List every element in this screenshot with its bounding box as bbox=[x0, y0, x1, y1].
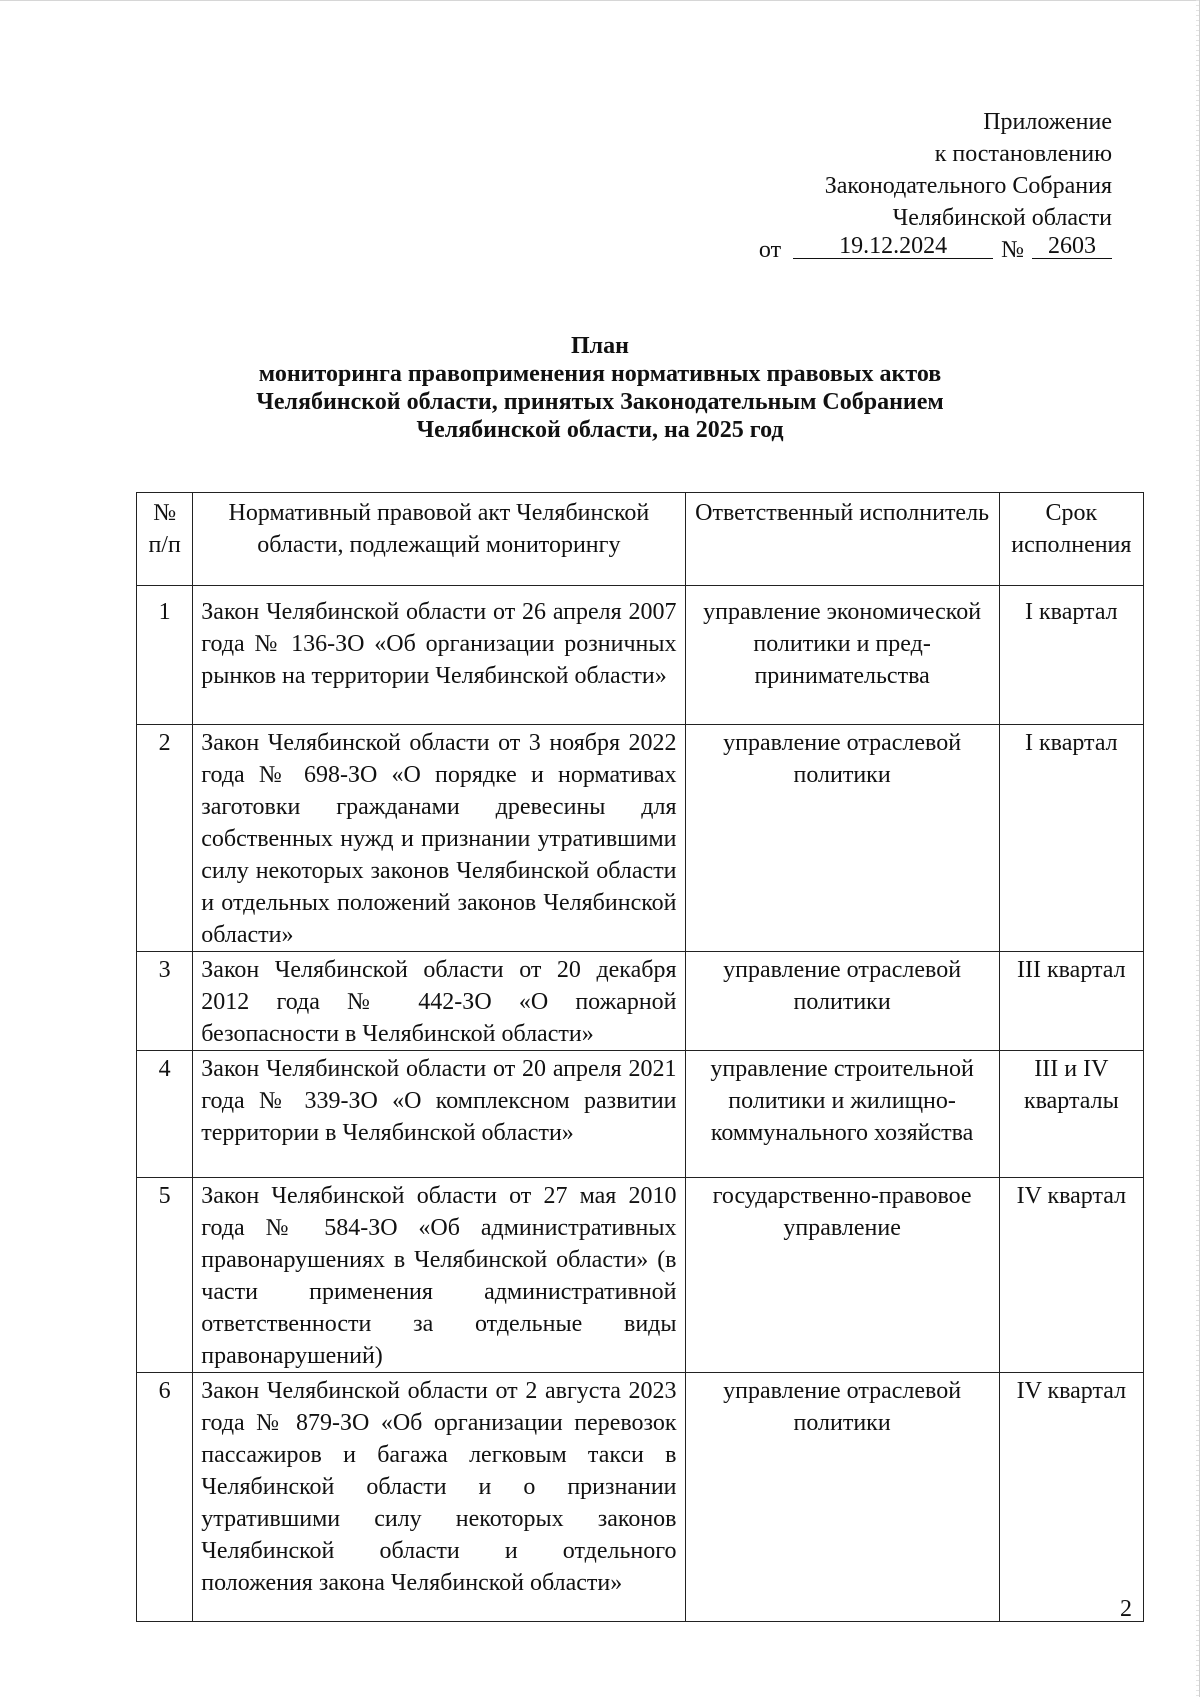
row-responsible: управление отраслевой политики bbox=[685, 952, 999, 1051]
attachment-line: Приложение bbox=[983, 109, 1112, 135]
row-term: IV квартал bbox=[999, 1373, 1143, 1622]
row-responsible: управление отраслевой политики bbox=[685, 725, 999, 952]
row-responsible: управление отраслевой политики bbox=[685, 1373, 999, 1622]
row-act: Закон Челябинской области от 20 апреля 2021 года № 339-ЗО «О комплексном развитии территории в Челябинской области» bbox=[193, 1051, 685, 1178]
row-act: Закон Челябинской области от 26 апреля 2007 года № 136-ЗО «Об организации розничных рынков на территории Челябинской области» bbox=[193, 586, 685, 725]
row-act: Закон Челябинской области от 2 августа 2023 года № 879-ЗО «Об организации перевозок пассажиров и багажа легковым такси в Челябинской области и о признании утратившими силу некоторых законов Челябинской области и отдельного положения закона Челябинской области» bbox=[193, 1373, 685, 1622]
table-row bbox=[137, 586, 1144, 725]
row-num: 2 bbox=[137, 725, 193, 952]
row-num: 5 bbox=[137, 1178, 193, 1373]
row-act: Закон Челябинской области от 20 декабря 2012 года № 442-ЗО «О пожарной безопасности в Челябинской области» bbox=[193, 952, 685, 1051]
attachment-line: Челябинской области bbox=[892, 205, 1112, 231]
title-line: Челябинской области, принятых Законодательным Собранием bbox=[256, 389, 944, 415]
row-num: 6 bbox=[137, 1373, 193, 1622]
header-responsible: Ответственный исполнитель bbox=[685, 493, 999, 586]
date-prefix: от bbox=[758, 237, 782, 263]
header-act: Нормативный правовой акт Челябинской области, подлежащий мониторингу bbox=[193, 493, 685, 586]
table-row bbox=[137, 952, 1144, 1051]
row-responsible: государственно-правовое управление bbox=[685, 1178, 999, 1373]
row-act: Закон Челябинской области от 3 ноября 2022 года № 698-ЗО «О порядке и нормативах заготовки гражданами древесины для собственных нужд и признании утратившими силу некоторых законов Челябинской области и отдельных положений законов Челябинской области» bbox=[193, 725, 685, 952]
number-prefix: № bbox=[1001, 237, 1024, 263]
row-num: 1 bbox=[137, 586, 193, 725]
table-row bbox=[137, 1373, 1144, 1622]
row-term: IV квартал bbox=[999, 1178, 1143, 1373]
row-num: 4 bbox=[137, 1051, 193, 1178]
attachment-date-line bbox=[759, 234, 1112, 266]
attachment-line: Законодательного Собрания bbox=[824, 173, 1112, 199]
page-number: 2 bbox=[1120, 1596, 1132, 1622]
row-act: Закон Челябинской области от 27 мая 2010 года № 584-ЗО «Об административных правонарушениях в Челябинской области» (в части применения административной ответственности за отдельные виды правонарушений) bbox=[193, 1178, 685, 1373]
resolution-date: 19.12.2024 bbox=[793, 234, 993, 259]
monitoring-plan-table bbox=[136, 492, 1144, 1622]
title-line: мониторинга правоприменения нормативных правовых актов bbox=[258, 361, 942, 387]
scan-edge-right bbox=[1196, 0, 1200, 1697]
table-row bbox=[137, 1178, 1144, 1373]
table-row bbox=[137, 1051, 1144, 1178]
row-term: III и IV кварталы bbox=[999, 1051, 1143, 1178]
attachment-block bbox=[759, 106, 1112, 266]
row-responsible: управление экономической политики и предпринимательства bbox=[685, 586, 999, 725]
attachment-line: к постановлению bbox=[934, 141, 1112, 167]
row-num: 3 bbox=[137, 952, 193, 1051]
row-responsible: управление строительной политики и жилищно-коммунального хозяйства bbox=[685, 1051, 999, 1178]
table-header-row bbox=[137, 493, 1144, 586]
title-line: Челябинской области, на 2025 год bbox=[416, 417, 784, 443]
header-term: Срок исполнения bbox=[999, 493, 1143, 586]
row-term: I квартал bbox=[999, 725, 1143, 952]
table-row bbox=[137, 725, 1144, 952]
scan-edge-top bbox=[0, 0, 1200, 3]
document-title bbox=[160, 332, 1040, 444]
title-line: План bbox=[571, 333, 629, 359]
row-term: I квартал bbox=[999, 586, 1143, 725]
header-num: № п/п bbox=[137, 493, 193, 586]
row-term: III квартал bbox=[999, 952, 1143, 1051]
resolution-number: 2603 bbox=[1032, 234, 1112, 259]
